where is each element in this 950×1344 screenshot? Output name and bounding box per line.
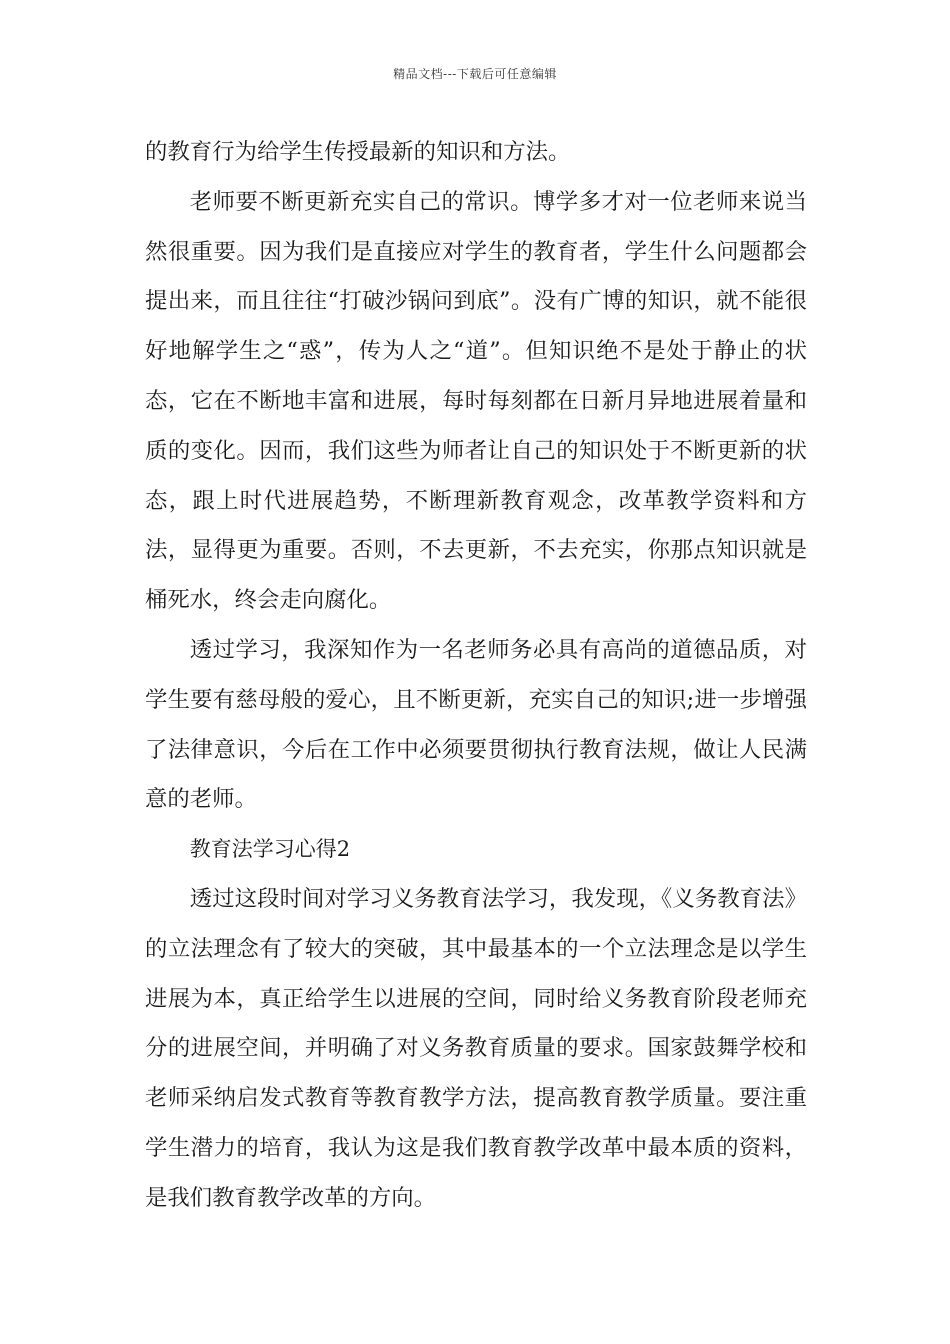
paragraph-continuation: 的教育行为给学生传授最新的知识和方法。	[145, 139, 571, 165]
paragraph-knowledge-update: 老师要不断更新充实自己的常识。博学多才对一位老师来说当然很重要。因为我们是直接应对学生的教育者，学生什么问题都会提出来，而且往往“打破沙锅问到底”。没有广博的知识，就不能很好地解学生之“惑”，传为人之“道”。但知识绝不是处于静止的状态，它在不断地丰富和进展，每时每刻都在日新月异地进展着量和质的变化。因而，我们这些为师者让自己的知识处于不断更新的状态，跟上时代进展趋势，不断理新教育观念，改革教学资料和方法，显得更为重要。否则，不去更新，不去充实，你那点知识就是桶死水，终会走向腐化。	[145, 188, 807, 614]
document-body	[145, 128, 807, 1224]
page-header: 精品文档---下载后可任意编辑	[393, 67, 557, 81]
paragraph-conclusion: 透过学习，我深知作为一名老师务必具有高尚的道德品质，对学生要有慈母般的爱心，且不断更新，充实自己的知识;进一步增强了法律意识，今后在工作中必须要贯彻执行教育法规，做让人民满意的老师。	[145, 636, 807, 813]
section-heading: 教育法学习心得2	[189, 837, 351, 862]
paragraph-compulsory-education-law: 透过这段时间对学习义务教育法学习，我发现，《义务教育法》的立法理念有了较大的突破，其中最基本的一个立法理念是以学生进展为本，真正给学生以进展的空间，同时给义务教育阶段老师充分的进展空间，并明确了对义务教育质量的要求。国家鼓舞学校和老师采纳启发式教育等教育教学方法，提高教育教学质量。要注重学生潜力的培育，我认为这是我们教育教学改革中最本质的资料，是我们教育教学改革的方向。	[145, 885, 807, 1211]
